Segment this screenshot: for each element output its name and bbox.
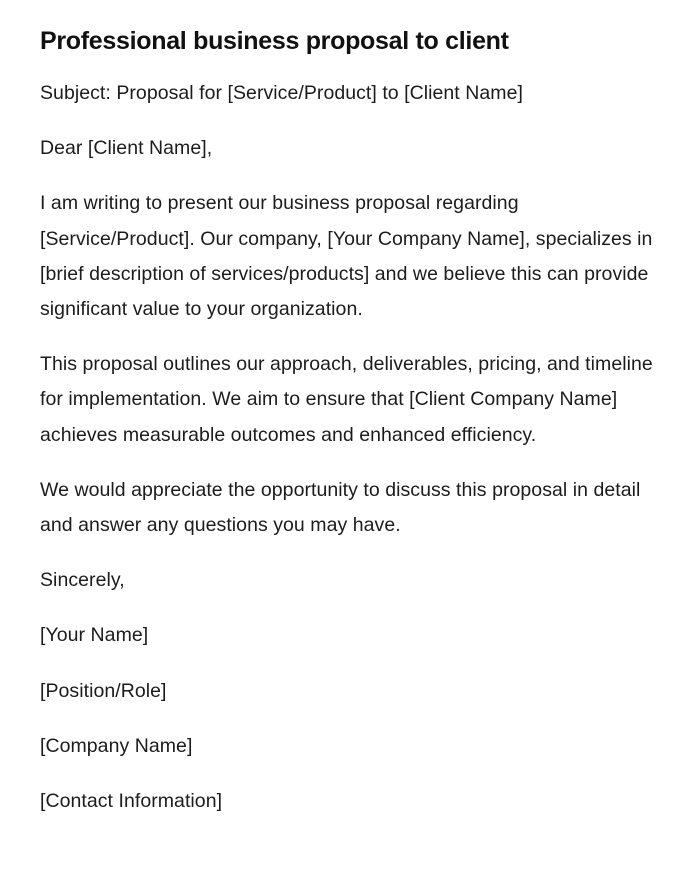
signature-company: [Company Name]	[40, 734, 193, 757]
closing-salutation: Sincerely,	[40, 569, 125, 592]
subject-line: Subject: Proposal for [Service/Product] to [Client Name]	[40, 82, 523, 104]
body-paragraph-intro: I am writing to present our business proposal regarding [Service/Product]. Our company, [Your Company Name], specializes in [brief description of services/products] and we believe this can provide significant value to your organization.	[40, 192, 653, 321]
body-paragraph-approach: This proposal outlines our approach, deliverables, pricing, and timeline for implementation. We aim to ensure that [Client Company Name] achieves measurable outcomes and enhanced efficiency.	[40, 353, 653, 446]
document-title: Professional business proposal to client	[40, 27, 509, 55]
signature-name: [Your Name]	[40, 624, 149, 647]
signature-position: [Position/Role]	[40, 679, 167, 702]
greeting: Dear [Client Name],	[40, 137, 213, 160]
signature-contact: [Contact Information]	[40, 790, 223, 813]
body-paragraph-closing-request: We would appreciate the opportunity to discuss this proposal in detail and answer any questions you may have.	[40, 478, 641, 537]
